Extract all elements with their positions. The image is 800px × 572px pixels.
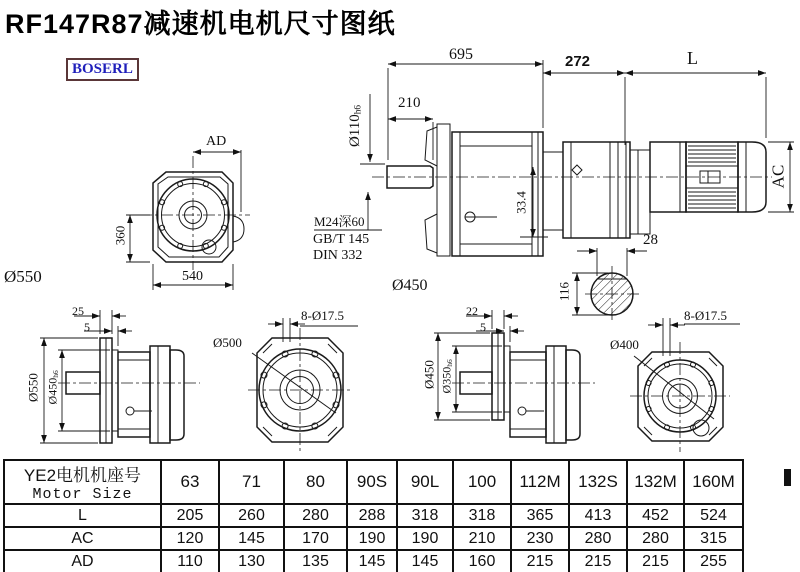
table-header-row [4, 460, 743, 504]
motor-size-header-cell [4, 460, 161, 504]
dim-value-cell: 365 [511, 504, 569, 527]
table-row-AD [4, 550, 743, 572]
dim-L-label: L [687, 48, 698, 68]
dim-value-cell: 280 [627, 527, 684, 550]
side-view-left [40, 310, 200, 443]
flange-view-right [630, 318, 740, 452]
main-assembly-view [314, 60, 794, 256]
phi450h6-side-label: Ø450h6 [45, 370, 60, 405]
dim-value-cell: 524 [684, 504, 743, 527]
motor-size-header-en: Motor Size [32, 486, 133, 503]
thread-spec-label: M24深60 [314, 214, 365, 229]
dim-value-cell: 210 [453, 527, 511, 550]
row-label-cell: AD [4, 550, 161, 572]
dim-value-cell: 230 [511, 527, 569, 550]
brand-logo: BOSERL [66, 58, 139, 81]
dim-value-cell: 160 [453, 550, 511, 572]
dim-value-cell: 170 [284, 527, 347, 550]
dim-22-label: 22 [466, 304, 478, 318]
motor-size-col: 90L [397, 460, 453, 504]
dim-value-cell: 452 [627, 504, 684, 527]
dim-360-label: 360 [112, 225, 128, 246]
dim-value-cell: 215 [627, 550, 684, 572]
flange-view-left [248, 318, 358, 452]
phi550-front-label: Ø550 [4, 267, 42, 286]
dim-value-cell: 120 [161, 527, 219, 550]
motor-dimension-table [3, 459, 744, 572]
scan-artifact-mark [784, 469, 791, 486]
shaft-section-view [572, 248, 647, 322]
motor-size-col: 132M [627, 460, 684, 504]
phi450-main-label: Ø450 [392, 277, 428, 294]
dim-value-cell: 145 [219, 527, 284, 550]
motor-size-col: 132S [569, 460, 627, 504]
dim-value-cell: 215 [569, 550, 627, 572]
dim-value-cell: 318 [397, 504, 453, 527]
dim-value-cell: 280 [569, 527, 627, 550]
dim-25-label: 25 [72, 304, 84, 318]
side-view-right [434, 310, 595, 443]
dim-5-left-label: 5 [84, 320, 90, 334]
din-standard-label: DIN 332 [313, 248, 363, 263]
dim-value-cell: 135 [284, 550, 347, 572]
dim-AC-label: AC [768, 164, 788, 189]
dim-33-4-label: 33.4 [513, 191, 529, 214]
row-label-cell: L [4, 504, 161, 527]
motor-size-col: 160M [684, 460, 743, 504]
dim-value-cell: 110 [161, 550, 219, 572]
dim-value-cell: 280 [284, 504, 347, 527]
dim-AD-label: AD [206, 134, 227, 149]
dim-value-cell: 318 [453, 504, 511, 527]
motor-size-header-cn: YE2电机机座号 [23, 466, 142, 485]
motor-size-col: 63 [161, 460, 219, 504]
table-row-L [4, 504, 743, 527]
phi400-label: Ø400 [610, 337, 639, 352]
holes-8phi17-left-label: 8-Ø17.5 [301, 308, 344, 323]
motor-size-col: 100 [453, 460, 511, 504]
motor-size-col: 71 [219, 460, 284, 504]
phi500-label: Ø500 [213, 335, 242, 350]
dim-value-cell: 255 [684, 550, 743, 572]
dim-value-cell: 190 [347, 527, 397, 550]
gbt-standard-label: GB/T 145 [313, 232, 370, 247]
dim-210-label: 210 [398, 95, 421, 111]
dim-value-cell: 413 [569, 504, 627, 527]
dim-540-label: 540 [182, 269, 203, 284]
page-title: RF147R87减速机电机尺寸图纸 [5, 9, 396, 39]
dim-value-cell: 288 [347, 504, 397, 527]
phi350h6-label: Ø350h6 [439, 359, 454, 394]
row-label-cell: AC [4, 527, 161, 550]
dim-272-label: 272 [565, 53, 591, 70]
dim-695-label: 695 [449, 46, 473, 63]
dim-value-cell: 145 [347, 550, 397, 572]
phi550-side-label: Ø550 [25, 373, 41, 402]
motor-size-col: 80 [284, 460, 347, 504]
dim-value-cell: 145 [397, 550, 453, 572]
dim-value-cell: 205 [161, 504, 219, 527]
holes-8phi17-right-label: 8-Ø17.5 [684, 308, 727, 323]
dim-value-cell: 260 [219, 504, 284, 527]
dim-value-cell: 130 [219, 550, 284, 572]
dim-value-cell: 190 [397, 527, 453, 550]
motor-size-col: 90S [347, 460, 397, 504]
key-height-116-label: 116 [556, 281, 572, 302]
motor-size-col: 112M [511, 460, 569, 504]
dim-value-cell: 315 [684, 527, 743, 550]
dim-phi110-label: Ø110h6 [347, 104, 364, 148]
dim-value-cell: 215 [511, 550, 569, 572]
dim-5-right-label: 5 [480, 320, 486, 334]
key-width-28-label: 28 [643, 232, 658, 248]
table-row-AC [4, 527, 743, 550]
phi450-side-right-label: Ø450 [421, 360, 437, 389]
